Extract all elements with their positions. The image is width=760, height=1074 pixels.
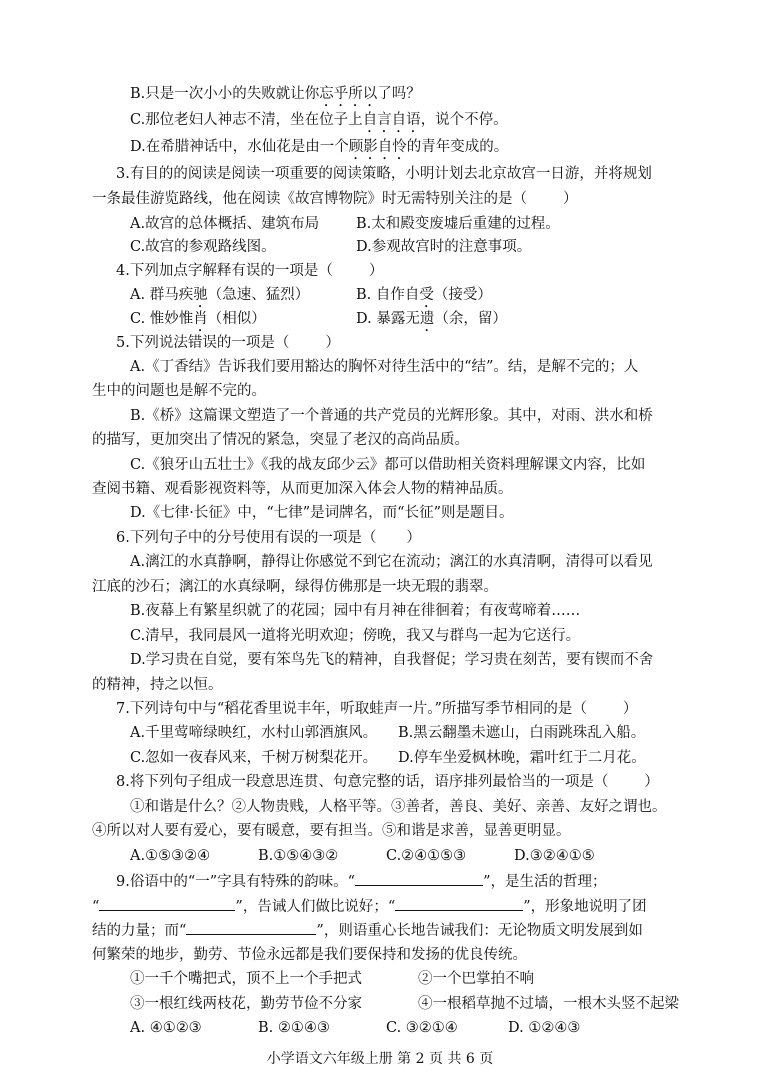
q9-blank-3[interactable] bbox=[395, 896, 523, 911]
q7-option-c: C.忽如一夜春风来，千树万树梨花开。 bbox=[130, 750, 378, 766]
q6-paren-close: ） bbox=[406, 530, 421, 546]
q9-l3b: ”，则语重心长地告诫我们：无论物质文明发展到如 bbox=[316, 923, 643, 939]
q2-b-text: B.只是一次小小的失败就让你 bbox=[130, 86, 320, 102]
q4-option-d bbox=[356, 309, 507, 335]
q5-c-line2: 查阅书籍、观看影视资料等，从而更加深入体会人物的精神品质。 bbox=[92, 481, 513, 497]
q7-stem bbox=[116, 699, 637, 719]
q9-line2 bbox=[92, 896, 647, 917]
q8-body-line2: ④所以对人要有爱心，要有暖意，要有担当。⑤和谐是求善，显善更明显。 bbox=[92, 823, 571, 839]
q9-line1 bbox=[116, 871, 607, 892]
q6-c-line1: C.清早，我同晨风一道将光明欢迎；傍晚，我又与群鸟一起为它送行。 bbox=[130, 628, 581, 644]
q9-blank-4[interactable] bbox=[186, 920, 316, 935]
q9-line3 bbox=[92, 920, 643, 941]
q7-option-b: B.黑云翻墨未遮山，白雨跳珠乱入船。 bbox=[398, 725, 646, 741]
q4-a-gloss: （急速、猛烈） bbox=[207, 287, 310, 303]
q5-b-line1: B.《桥》这篇课文塑造了一个普通的共产党员的光辉形象。其中，对雨、洪水和桥 bbox=[130, 408, 653, 424]
page-footer: 小学语文六年级上册 第 2 页 共 6 页 bbox=[266, 1051, 494, 1067]
q3-stem2: 一条最佳游览路线，他在阅读《故宫博物院》时无需特别关注的是（ bbox=[92, 191, 527, 207]
q4-a-text: A. 群马疾 bbox=[130, 287, 194, 303]
q4-b-gloss: （接受） bbox=[433, 287, 492, 303]
q8-option-d: D.③②④①⑤ bbox=[514, 848, 595, 864]
q4-b-dotted: 受 bbox=[419, 287, 434, 303]
q5-stem-text: 5.下列说法错误的一项是（ bbox=[116, 335, 290, 351]
q9-saying-4: ④一根稻草抛不过墙，一根木头竖不起梁 bbox=[418, 996, 679, 1012]
q6-a-line2: 江底的沙石；漓江的水真绿啊，绿得仿佛那是一块无瑕的翡翠。 bbox=[92, 579, 498, 595]
q4-c-dotted: 肖 bbox=[193, 311, 208, 327]
q9-saying-3: ③一根红线两枝花，勤劳节俭不分家 bbox=[130, 996, 362, 1012]
q8-body-line1: ①和谐是什么？②人物贵贱，人格平等。③善者，善良、美好、亲善、友好之谓也。 bbox=[130, 799, 667, 815]
q2-option-c bbox=[130, 110, 508, 136]
q9-l2a: “ bbox=[92, 899, 100, 915]
q7-option-a: A.千里莺啼绿映红，水村山郭酒旗风。 bbox=[130, 725, 378, 741]
q9-saying-1: ①一千个嘴把式，顶不上一个手把式 bbox=[130, 971, 362, 987]
q3-option-c: C.故宫的参观路线图。 bbox=[130, 239, 276, 255]
q4-d-text: D. 暴露无 bbox=[356, 311, 420, 327]
q4-paren-close: ） bbox=[368, 263, 384, 279]
q9-option-b: B. ②①④③ bbox=[258, 1020, 330, 1036]
q4-option-b bbox=[356, 285, 492, 311]
q5-c-line1: C.《狼牙山五壮士》《我的战友邱少云》都可以借助相关资料理解课文内容，比如 bbox=[130, 457, 646, 473]
q5-d-line1: D.《七律·长征》中，“七律”是词牌名，而“长征”则是题目。 bbox=[130, 505, 514, 521]
q9-saying-2: ②一个巴掌拍不响 bbox=[418, 971, 534, 987]
q8-option-a: A.①⑤③②④ bbox=[130, 848, 211, 864]
q9-l1b: ”，是生活的哲理； bbox=[483, 874, 607, 890]
q4-d-dotted: 遗 bbox=[419, 311, 435, 327]
q2-c-dotted: 自言自语 bbox=[362, 112, 421, 128]
q3-stem-line2 bbox=[92, 189, 578, 209]
q8-option-c: C.②④①⑤③ bbox=[386, 848, 467, 864]
q9-l3a: 结的力量；而“ bbox=[92, 923, 187, 939]
q5-a-line2: 生中的问题也是解不完的。 bbox=[92, 383, 266, 399]
q2-d-dotted: 顾影自怜 bbox=[348, 139, 407, 155]
q6-b-line1: B.夜幕上有繁星织就了的花园；园中有月神在徘徊着；有夜莺啼着…… bbox=[130, 603, 581, 619]
q9-l2b: ”，告诫人们做比说好；“ bbox=[235, 899, 396, 915]
q3-stem-line1: 3.有目的的阅读是阅读一项重要的阅读策略，小明计划去北京故宫一日游，并将规划 bbox=[116, 166, 652, 182]
q5-paren-close: ） bbox=[325, 335, 340, 351]
q6-stem-text: 6.下列句子中的分号使用有误的一项是（ bbox=[116, 530, 377, 546]
q4-stem-text: 4.下列加点字解释有误的一项是（ bbox=[116, 263, 333, 279]
q6-stem bbox=[116, 528, 421, 548]
q3-option-d: D.参观故宫时的注意事项。 bbox=[356, 239, 532, 255]
q7-paren-close: ） bbox=[622, 701, 638, 717]
q4-stem bbox=[116, 261, 383, 281]
q9-option-c: C. ③②①④ bbox=[386, 1020, 458, 1036]
q4-b-text: B. 自作自 bbox=[356, 287, 420, 303]
q2-b-text-end: 了吗？ bbox=[377, 86, 421, 102]
q6-a-line1: A.漓江的水真静啊，静得让你感觉不到它在流动；漓江的水真清啊，清得可以看见 bbox=[130, 554, 653, 570]
q4-option-a bbox=[130, 285, 309, 311]
q2-d-text-end: 的青年变成的。 bbox=[406, 139, 509, 155]
q9-line4: 何繁荣的地步，勤劳、节俭永远都是我们要保持和发扬的优良传统。 bbox=[92, 947, 527, 963]
q2-option-b bbox=[130, 84, 421, 110]
q6-d-line1: D.学习贵在自觉，要有笨鸟先飞的精神，自我督促；学习贵在刻苦，要有锲而不舍 bbox=[130, 652, 654, 668]
q9-option-a: A. ④①②③ bbox=[130, 1020, 202, 1036]
q2-option-d bbox=[130, 137, 508, 163]
q5-stem bbox=[116, 333, 340, 353]
q4-d-gloss: （余，留） bbox=[434, 311, 507, 327]
q5-b-line2: 的描写，更加突出了情况的紧急，突显了老汉的高尚品质。 bbox=[92, 432, 469, 448]
q9-blank-1[interactable] bbox=[355, 871, 483, 886]
q8-option-b: B.①⑤④③② bbox=[258, 848, 339, 864]
q4-c-text: C. 惟妙惟 bbox=[130, 311, 194, 327]
q9-blank-2[interactable] bbox=[99, 896, 235, 911]
q4-c-gloss: （相似） bbox=[207, 311, 266, 327]
q6-d-line2: 的精神，持之以恒。 bbox=[92, 677, 223, 693]
q3-option-a: A.故宫的总体概括、建筑布局 bbox=[130, 216, 320, 232]
q5-a-line1: A.《丁香结》告诉我们要用豁达的胸怀对待生活中的“结”。结，是解不完的；人 bbox=[130, 359, 639, 375]
q2-c-text-end: ，说个不停。 bbox=[420, 112, 508, 128]
q3-paren-close: ） bbox=[563, 191, 578, 207]
q9-l2c: ”，形象地说明了团 bbox=[523, 899, 647, 915]
q4-a-dotted: 驰 bbox=[193, 287, 208, 303]
q8-stem bbox=[116, 772, 659, 792]
q8-stem-text: 8.将下列句子组成一段意思连贯、句意完整的话，语序排列最恰当的一项是（ bbox=[116, 774, 609, 790]
q7-option-d: D.停车坐爱枫林晚，霜叶红于二月花。 bbox=[398, 750, 646, 766]
q3-option-b: B.太和殿变废墟后重建的过程。 bbox=[356, 216, 560, 232]
q9-option-d: D. ①②④③ bbox=[508, 1020, 581, 1036]
q7-stem-text: 7.下列诗句中与“稻花香里说丰年，听取蛙声一片。”所描写季节相同的是（ bbox=[116, 701, 587, 717]
q8-paren-close: ） bbox=[644, 774, 659, 790]
q2-c-text: C.那位老妇人神志不清，坐在位子上 bbox=[130, 112, 363, 128]
q2-b-dotted: 忘乎所以 bbox=[319, 86, 378, 102]
q2-d-text: D.在希腊神话中，水仙花是由一个 bbox=[130, 139, 349, 155]
q9-l1a: 9.俗语中的“一”字具有特殊的韵味。“ bbox=[116, 874, 356, 890]
q4-option-c bbox=[130, 309, 266, 335]
